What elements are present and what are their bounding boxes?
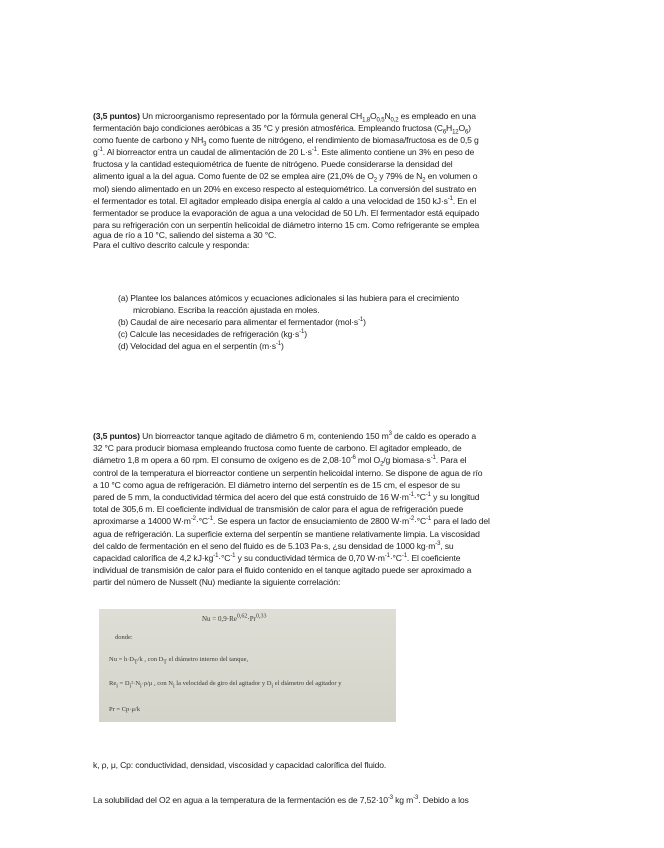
- question-c: (c) Calcule las necesidades de refrigeración $(kg\cdot s^{-1})$: [118, 329, 307, 340]
- prandtl-definition: Pr = Cp·μ/k: [109, 706, 140, 713]
- formula-where: donde:: [115, 634, 133, 641]
- reynolds-definition: $Re_i = D_i^2\cdot N_i\cdot\rho/\mu$ , con $N_i$ la velocidad de giro del agitador y $D_i$ el diámetro del agitador y: [109, 680, 342, 690]
- question-d: (d) Velocidad del agua en el serpentín $(m\cdot s^{-1})$: [118, 341, 284, 352]
- problem-1-statement: (3,5 puntos) Un microorganismo representado por la fórmula general $CH_{1,8}O_{0,5}N_{0,2}$ es empleado en una fermentación bajo condiciones aeróbicas a 35 °C y presión atmosférica. Empleando fructosa $(C_6H_{12}O_6)$ como fuente de carbono y $NH_3$ como fuente de nitrógeno, el rendimiento de biomasa/fructosa es de 0,5 g $g^{-1}$. Al biorreactor entra un caudal de alimentación de 20 $L\cdot s^{-1}$. Este alimento contiene un 3% en peso de fructosa y la cantidad estequiométrica de fuente de nitrógeno. Puede considerarse la densidad del alimento igual a la del agua. Como fuente de 02 se emplea aire (21,0% de $O_2$ y 79% de $N_2$ en volumen o mol) siendo alimentado en un 20% en exceso respecto al estequiométrico. La conversión del sustrato en el fermentador es total. El agitador empleado disipa energía al caldo a una velocidad de 150 $kJ\cdot s^{-1}$. En el fermentador se produce la evaporación de agua a una velocidad de 50 L/h. El fermentador está equipado para su refrigeración con un serpentín helicoidal de diámetro interno 15 cm. Como refrigerante se emplea agua de río a 10 °C, saliendo del sistema a 30 °C. Para el cultivo descrito calcule y responda:: [93, 111, 480, 250]
- question-a: (a) Plantee los balances atómicos y ecuaciones adicionales si las hubiera para el crecimiento: [118, 293, 459, 303]
- question-b: (b) Caudal de aire necesario para alimentar el fermentador $(mol\cdot s^{-1})$: [118, 317, 366, 328]
- nusselt-correlation: Nu = 0,9·Re$^{0,62}$·Pr$^{0,33}$: [202, 613, 267, 623]
- problem-2-points: (3,5 puntos): [93, 431, 140, 441]
- question-a-continued: microbiano. Escriba la reacción ajustada en moles.: [133, 305, 320, 316]
- problem-1-points: (3,5 puntos): [93, 111, 140, 121]
- problem-1-questions: [118, 292, 548, 352]
- fluid-properties-note: k, ρ, μ, Cp: conductividad, densidad, viscosidad y capacidad calorífica del fluido.: [93, 760, 387, 770]
- nusselt-definition: $Nu = h\cdot D_T/k$ , con $D_T$ el diámetro interno del tanque,: [109, 656, 249, 666]
- problem-2-statement: (3,5 puntos) Un biorreactor tanque agitado de diámetro 6 m, conteniendo 150 $m^3$ de caldo es operado a 32 °C para producir biomasa empleando fructosa como fuente de carbono. El agitador empleado, de diámetro 1,8 m opera a 60 rpm. El consumo de oxígeno es de $2,08\cdot 10^{-6}$ mol $O_2/g$ $biomasa\cdot s^{-1}$. Para el control de la temperatura el biorreactor contiene un serpentín helicoidal interno. Se dispone de agua de río a 10 °C como agua de refrigeración. El diámetro interno del serpentín es de 15 cm, el espesor de su pared de 5 mm, la conductividad térmica del acero del que está construido de 16 $W\cdot m^{-1}\cdot^\circ C^{-1}$ y su longitud total de 305,6 m. El coeficiente individual de transmisión de calor para el agua de refrigeración puede aproximarse a 14000 $W\cdot m^{-2}\cdot^\circ C^{-1}$. Se espera un factor de ensuciamiento de 2800 $W\cdot m^{-2}\cdot^\circ C^{-1}$ para el lado del agua de refrigeración. La superficie externa del serpentín se mantiene relativamente limpia. La viscosidad del caldo de fermentación en el seno del fluido es de 5.103 Pa·s, ¿su densidad de 1000 $kg\cdot m^{-3}$, su capacidad calorífica de 4,2 $kJ\cdot kg^{-1}\cdot^\circ C^{-1}$ y su conductividad térmica de 0,70 $W\cdot m^{-1}\cdot^\circ C^{-1}$. El coeficiente individual de transmisión de calor para el fluido contenido en el tanque agitado puede ser aproximado a partir del número de Nusselt (Nu) mediante la siguiente correlación:: [93, 431, 490, 588]
- formula-image: [99, 609, 396, 722]
- oxygen-solubility-text: La solubilidad del O2 en agua a la temperatura de la fermentación es de $7,52\cdot 10^{-3}$ kg $m^{-3}$. Debido a los: [93, 795, 469, 805]
